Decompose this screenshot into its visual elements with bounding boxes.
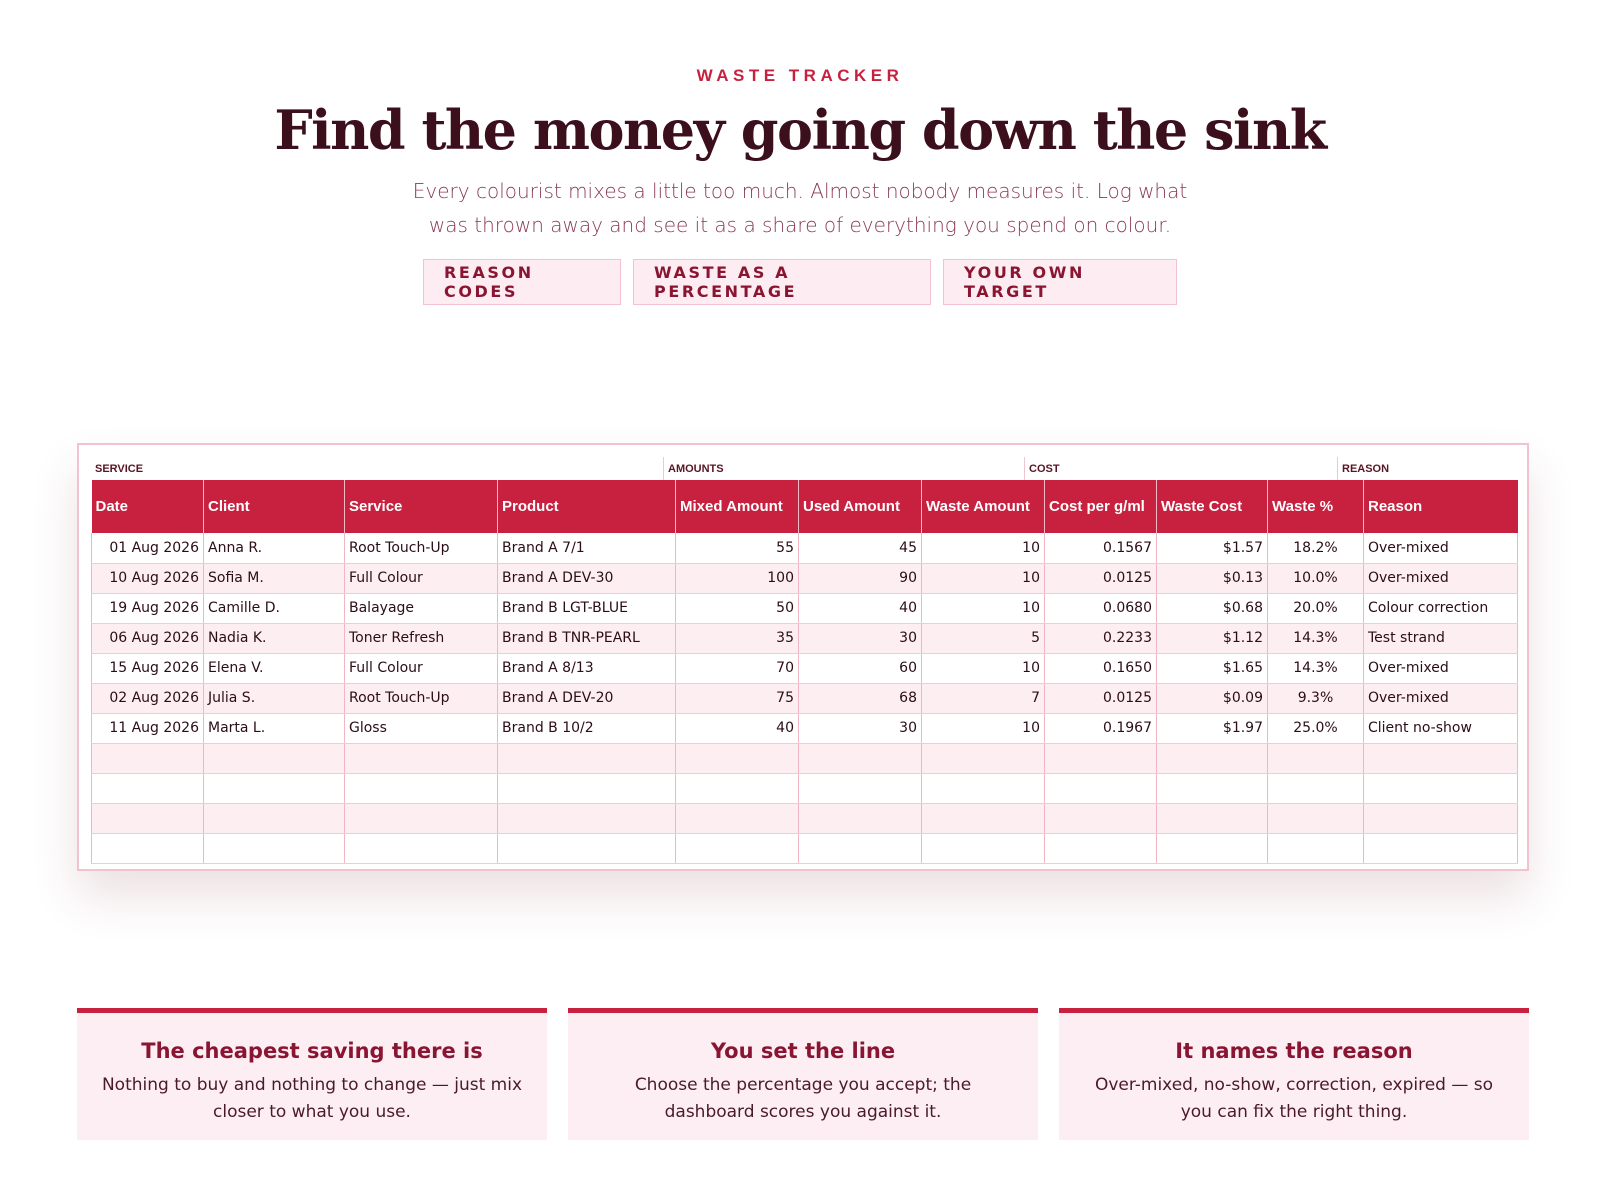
cell-reason[interactable]: [1364, 803, 1518, 833]
cell-reason[interactable]: [1364, 833, 1518, 863]
feature-pill-own-target[interactable]: YOUR OWN TARGET: [943, 259, 1177, 305]
cell-waste-amount[interactable]: [922, 743, 1045, 773]
cell-product[interactable]: Brand A DEV-30: [498, 563, 676, 593]
cell-client[interactable]: Julia S.: [204, 683, 345, 713]
cell-service[interactable]: [345, 803, 498, 833]
cell-cost-per-unit[interactable]: [1045, 743, 1157, 773]
cell-waste-amount[interactable]: [922, 773, 1045, 803]
cell-cost-per-unit[interactable]: 0.1567: [1045, 533, 1157, 563]
cell-used-amount[interactable]: [799, 803, 922, 833]
table-row: [92, 653, 1518, 683]
cell-waste-amount[interactable]: 10: [922, 713, 1045, 743]
cell-reason[interactable]: Over-mixed: [1364, 563, 1518, 593]
waste-log-table: [91, 480, 1518, 864]
cell-waste-percent[interactable]: 9.3%: [1268, 683, 1364, 713]
cell-waste-amount[interactable]: 10: [922, 563, 1045, 593]
cell-client[interactable]: Nadia K.: [204, 623, 345, 653]
empty-table-row: [92, 773, 1518, 803]
cell-service[interactable]: [345, 743, 498, 773]
cell-reason[interactable]: Over-mixed: [1364, 653, 1518, 683]
column-header-mixed-amount: Mixed Amount: [676, 480, 799, 533]
cell-date[interactable]: [92, 773, 204, 803]
cell-reason[interactable]: Colour correction: [1364, 593, 1518, 623]
cell-date[interactable]: 15 Aug 2026: [92, 653, 204, 683]
cell-date[interactable]: [92, 743, 204, 773]
cell-waste-cost[interactable]: $0.13: [1157, 563, 1268, 593]
cell-service[interactable]: [345, 773, 498, 803]
header-row: [92, 480, 1518, 533]
cell-waste-amount[interactable]: [922, 833, 1045, 863]
cell-used-amount[interactable]: 45: [799, 533, 922, 563]
cell-client[interactable]: Sofia M.: [204, 563, 345, 593]
cell-waste-cost[interactable]: [1157, 743, 1268, 773]
cell-client[interactable]: [204, 833, 345, 863]
cell-date[interactable]: 01 Aug 2026: [92, 533, 204, 563]
cell-date[interactable]: 06 Aug 2026: [92, 623, 204, 653]
column-header-waste-percent: Waste %: [1268, 480, 1364, 533]
table-row: [92, 563, 1518, 593]
cell-waste-cost[interactable]: $0.09: [1157, 683, 1268, 713]
benefit-card-cheapest-saving: [77, 1008, 547, 1140]
cell-waste-cost[interactable]: [1157, 803, 1268, 833]
cell-waste-amount[interactable]: 10: [922, 533, 1045, 563]
cell-product[interactable]: [498, 773, 676, 803]
cell-client[interactable]: [204, 773, 345, 803]
cell-client[interactable]: [204, 743, 345, 773]
cell-service[interactable]: Root Touch-Up: [345, 533, 498, 563]
table-row: [92, 683, 1518, 713]
cell-client[interactable]: Anna R.: [204, 533, 345, 563]
cell-product[interactable]: Brand B 10/2: [498, 713, 676, 743]
cell-product[interactable]: Brand B TNR-PEARL: [498, 623, 676, 653]
cell-waste-amount[interactable]: [922, 803, 1045, 833]
cell-used-amount[interactable]: 68: [799, 683, 922, 713]
cell-date[interactable]: 10 Aug 2026: [92, 563, 204, 593]
cell-cost-per-unit[interactable]: 0.1967: [1045, 713, 1157, 743]
cell-service[interactable]: Gloss: [345, 713, 498, 743]
benefit-card-names-reason: [1059, 1008, 1529, 1140]
cell-date[interactable]: 02 Aug 2026: [92, 683, 204, 713]
cell-cost-per-unit[interactable]: 0.2233: [1045, 623, 1157, 653]
cell-waste-cost[interactable]: $1.97: [1157, 713, 1268, 743]
table-row: [92, 713, 1518, 743]
page-eyebrow: WASTE TRACKER: [696, 66, 904, 85]
cell-mixed-amount[interactable]: [676, 743, 799, 773]
benefit-card-body: Over-mixed, no-show, correction, expired — so you can fix the right thing.: [1094, 1075, 1494, 1122]
cell-client[interactable]: Elena V.: [204, 653, 345, 683]
cell-product[interactable]: Brand A 7/1: [498, 533, 676, 563]
cell-mixed-amount[interactable]: 40: [676, 713, 799, 743]
group-amounts: AMOUNTS: [663, 457, 1024, 480]
cell-product[interactable]: [498, 743, 676, 773]
empty-table-row: [92, 833, 1518, 863]
cell-cost-per-unit[interactable]: 0.0125: [1045, 683, 1157, 713]
cell-cost-per-unit[interactable]: [1045, 773, 1157, 803]
cell-waste-cost[interactable]: [1157, 773, 1268, 803]
cell-cost-per-unit[interactable]: 0.1650: [1045, 653, 1157, 683]
cell-waste-percent[interactable]: [1268, 773, 1364, 803]
cell-date[interactable]: 19 Aug 2026: [92, 593, 204, 623]
cell-mixed-amount[interactable]: 75: [676, 683, 799, 713]
group-cost: COST: [1024, 457, 1337, 480]
cell-waste-amount[interactable]: 10: [922, 593, 1045, 623]
benefit-card-title: You set the line: [710, 1039, 896, 1063]
cell-waste-cost[interactable]: $1.65: [1157, 653, 1268, 683]
column-header-date: Date: [92, 480, 204, 533]
column-header-product: Product: [498, 480, 676, 533]
cell-waste-amount[interactable]: 5: [922, 623, 1045, 653]
cell-cost-per-unit[interactable]: 0.0125: [1045, 563, 1157, 593]
cell-waste-percent[interactable]: 20.0%: [1268, 593, 1364, 623]
cell-cost-per-unit[interactable]: [1045, 803, 1157, 833]
cell-cost-per-unit[interactable]: 0.0680: [1045, 593, 1157, 623]
cell-date[interactable]: 11 Aug 2026: [92, 713, 204, 743]
feature-pill-waste-percentage[interactable]: WASTE AS A PERCENTAGE: [633, 259, 931, 305]
cell-client[interactable]: Camille D.: [204, 593, 345, 623]
cell-date[interactable]: [92, 833, 204, 863]
column-header-client: Client: [204, 480, 345, 533]
column-group-row: [91, 457, 1517, 480]
cell-service[interactable]: Balayage: [345, 593, 498, 623]
cell-mixed-amount[interactable]: 100: [676, 563, 799, 593]
cell-used-amount[interactable]: 60: [799, 653, 922, 683]
column-header-used-amount: Used Amount: [799, 480, 922, 533]
table-row: [92, 533, 1518, 563]
cell-used-amount[interactable]: [799, 773, 922, 803]
cell-mixed-amount[interactable]: [676, 773, 799, 803]
feature-pill-reason-codes[interactable]: REASON CODES: [423, 259, 621, 305]
cell-service[interactable]: Root Touch-Up: [345, 683, 498, 713]
cell-used-amount[interactable]: [799, 743, 922, 773]
cell-waste-percent[interactable]: 14.3%: [1268, 653, 1364, 683]
cell-cost-per-unit[interactable]: [1045, 833, 1157, 863]
cell-waste-percent[interactable]: 25.0%: [1268, 713, 1364, 743]
cell-mixed-amount[interactable]: 35: [676, 623, 799, 653]
cell-waste-amount[interactable]: 10: [922, 653, 1045, 683]
cell-service[interactable]: Full Colour: [345, 653, 498, 683]
cell-waste-cost[interactable]: $0.68: [1157, 593, 1268, 623]
cell-reason[interactable]: Test strand: [1364, 623, 1518, 653]
page-title: Find the money going down the sink: [274, 98, 1326, 162]
benefit-cards: [77, 1008, 1529, 1140]
cell-product[interactable]: Brand A 8/13: [498, 653, 676, 683]
cell-waste-percent[interactable]: 14.3%: [1268, 623, 1364, 653]
cell-used-amount[interactable]: [799, 833, 922, 863]
cell-waste-percent[interactable]: 18.2%: [1268, 533, 1364, 563]
cell-product[interactable]: Brand A DEV-20: [498, 683, 676, 713]
cell-waste-percent[interactable]: [1268, 833, 1364, 863]
cell-product[interactable]: [498, 803, 676, 833]
group-reason: REASON: [1337, 457, 1517, 480]
cell-waste-percent[interactable]: [1268, 803, 1364, 833]
cell-mixed-amount[interactable]: 50: [676, 593, 799, 623]
spreadsheet-preview: [77, 443, 1529, 871]
cell-used-amount[interactable]: 40: [799, 593, 922, 623]
benefit-card-title: The cheapest saving there is: [141, 1039, 483, 1063]
cell-mixed-amount[interactable]: [676, 803, 799, 833]
column-header-waste-cost: Waste Cost: [1157, 480, 1268, 533]
cell-used-amount[interactable]: 30: [799, 623, 922, 653]
feature-pills: [0, 259, 1600, 305]
benefit-card-title: It names the reason: [1175, 1039, 1413, 1063]
group-service: SERVICE: [95, 463, 144, 475]
cell-reason[interactable]: [1364, 743, 1518, 773]
empty-table-row: [92, 743, 1518, 773]
cell-client[interactable]: Marta L.: [204, 713, 345, 743]
cell-waste-cost[interactable]: [1157, 833, 1268, 863]
page-subtitle: Every colourist mixes a little too much. Almost nobody measures it. Log what was thrown away and see it as a share of everything you spend on colour.: [412, 179, 1188, 237]
cell-reason[interactable]: Over-mixed: [1364, 683, 1518, 713]
cell-reason[interactable]: Over-mixed: [1364, 533, 1518, 563]
cell-mixed-amount[interactable]: [676, 833, 799, 863]
table-body: [92, 533, 1518, 863]
cell-product[interactable]: Brand B LGT-BLUE: [498, 593, 676, 623]
cell-date[interactable]: [92, 803, 204, 833]
column-header-cost-per-unit: Cost per g/ml: [1045, 480, 1157, 533]
cell-service[interactable]: Full Colour: [345, 563, 498, 593]
cell-mixed-amount[interactable]: 70: [676, 653, 799, 683]
cell-product[interactable]: [498, 833, 676, 863]
cell-waste-percent[interactable]: [1268, 743, 1364, 773]
cell-waste-cost[interactable]: $1.12: [1157, 623, 1268, 653]
cell-waste-percent[interactable]: 10.0%: [1268, 563, 1364, 593]
table-row: [92, 593, 1518, 623]
column-header-waste-amount: Waste Amount: [922, 480, 1045, 533]
column-header-service: Service: [345, 480, 498, 533]
benefit-card-body: Nothing to buy and nothing to change — just mix closer to what you use.: [101, 1075, 523, 1122]
benefit-card-set-the-line: [568, 1008, 1038, 1140]
cell-used-amount[interactable]: 90: [799, 563, 922, 593]
cell-used-amount[interactable]: 30: [799, 713, 922, 743]
cell-service[interactable]: [345, 833, 498, 863]
cell-waste-cost[interactable]: $1.57: [1157, 533, 1268, 563]
cell-reason[interactable]: [1364, 773, 1518, 803]
cell-reason[interactable]: Client no-show: [1364, 713, 1518, 743]
cell-service[interactable]: Toner Refresh: [345, 623, 498, 653]
cell-client[interactable]: [204, 803, 345, 833]
cell-mixed-amount[interactable]: 55: [676, 533, 799, 563]
benefit-card-body: Choose the percentage you accept; the dashboard scores you against it.: [634, 1075, 972, 1122]
table-row: [92, 623, 1518, 653]
cell-waste-amount[interactable]: 7: [922, 683, 1045, 713]
empty-table-row: [92, 803, 1518, 833]
column-header-reason: Reason: [1364, 480, 1518, 533]
